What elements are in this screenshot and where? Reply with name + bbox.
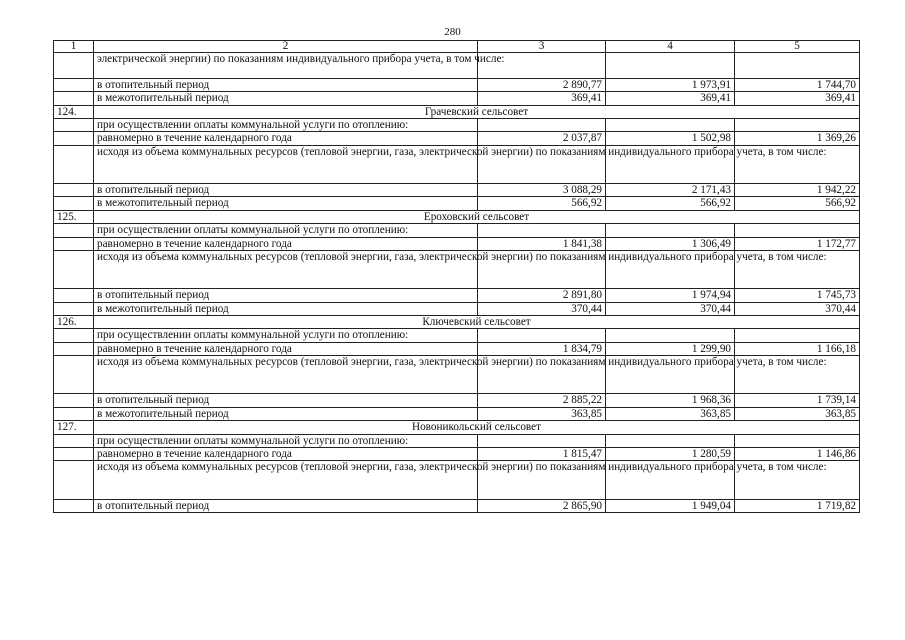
- row-index: [54, 329, 94, 342]
- row-label: исходя из объема коммунальных ресурсов (тепловой энергии, газа, электрической энергии) по показаниям индивидуального прибора учета, в том числе:: [94, 356, 478, 394]
- row-label: в межотопительный период: [94, 92, 478, 105]
- row-index: [54, 289, 94, 302]
- value-cell: 1 719,82: [735, 499, 860, 512]
- row-label: в межотопительный период: [94, 302, 478, 315]
- value-cell: [478, 119, 606, 132]
- value-cell: 1 146,86: [735, 448, 860, 461]
- value-cell: [478, 224, 606, 237]
- row-index: [54, 184, 94, 197]
- value-cell: [478, 329, 606, 342]
- value-cell: 363,85: [478, 407, 606, 420]
- region-name: Грачевский сельсовет: [94, 105, 860, 118]
- value-cell: 566,92: [735, 197, 860, 210]
- text-row: [54, 251, 860, 289]
- row-index: [54, 237, 94, 250]
- value-cell: 1 306,49: [606, 237, 735, 250]
- value-cell: 369,41: [478, 92, 606, 105]
- row-index: 127.: [54, 421, 94, 434]
- text-row: [54, 119, 860, 132]
- value-cell: 363,85: [606, 407, 735, 420]
- row-index: [54, 224, 94, 237]
- header-cell: 4: [606, 41, 735, 53]
- value-cell: 1 841,38: [478, 237, 606, 250]
- row-index: [54, 434, 94, 447]
- row-label: исходя из объема коммунальных ресурсов (тепловой энергии, газа, электрической энергии) по показаниям индивидуального прибора учета, в том числе:: [94, 145, 478, 183]
- value-cell: [606, 119, 735, 132]
- row-label: электрической энергии) по показаниям индивидуального прибора учета, в том числе:: [94, 53, 478, 79]
- row-label: равномерно в течение календарного года: [94, 132, 478, 145]
- row-label: в отопительный период: [94, 394, 478, 407]
- value-cell: 2 891,80: [478, 289, 606, 302]
- value-cell: 1 815,47: [478, 448, 606, 461]
- row-index: 125.: [54, 210, 94, 223]
- table-header-row: [54, 41, 860, 53]
- value-cell: 1 172,77: [735, 237, 860, 250]
- text-row: [54, 53, 860, 79]
- value-cell: [606, 434, 735, 447]
- value-cell: 370,44: [735, 302, 860, 315]
- value-cell: [606, 53, 735, 79]
- row-index: [54, 302, 94, 315]
- value-cell: 363,85: [735, 407, 860, 420]
- value-cell: 1 166,18: [735, 342, 860, 355]
- table-row: [54, 289, 860, 302]
- value-cell: [606, 224, 735, 237]
- row-index: [54, 78, 94, 91]
- table-row: [54, 302, 860, 315]
- text-row: [54, 224, 860, 237]
- value-cell: 1 369,26: [735, 132, 860, 145]
- value-cell: 1 968,36: [606, 394, 735, 407]
- row-label: в отопительный период: [94, 78, 478, 91]
- tariff-table: [53, 40, 860, 513]
- row-label: равномерно в течение календарного года: [94, 237, 478, 250]
- table-row: [54, 342, 860, 355]
- row-label: в отопительный период: [94, 289, 478, 302]
- table-row: [54, 499, 860, 512]
- value-cell: [478, 434, 606, 447]
- value-cell: 1 739,14: [735, 394, 860, 407]
- value-cell: 1 299,90: [606, 342, 735, 355]
- row-index: [54, 145, 94, 183]
- value-cell: 369,41: [735, 92, 860, 105]
- value-cell: [606, 329, 735, 342]
- value-cell: 1 745,73: [735, 289, 860, 302]
- value-cell: 2 890,77: [478, 78, 606, 91]
- page-number: 280: [444, 26, 461, 38]
- row-index: [54, 119, 94, 132]
- row-label: в отопительный период: [94, 499, 478, 512]
- row-index: 126.: [54, 316, 94, 329]
- row-label: при осуществлении оплаты коммунальной услуги по отоплению:: [94, 434, 478, 447]
- row-index: [54, 92, 94, 105]
- row-label: в межотопительный период: [94, 197, 478, 210]
- value-cell: 370,44: [606, 302, 735, 315]
- value-cell: 1 974,94: [606, 289, 735, 302]
- region-row: [54, 316, 860, 329]
- value-cell: [735, 53, 860, 79]
- text-row: [54, 434, 860, 447]
- table-row: [54, 78, 860, 91]
- row-index: [54, 197, 94, 210]
- row-index: [54, 342, 94, 355]
- header-cell: 1: [54, 41, 94, 53]
- table-row: [54, 92, 860, 105]
- row-index: [54, 448, 94, 461]
- value-cell: 2 037,87: [478, 132, 606, 145]
- row-index: [54, 394, 94, 407]
- row-index: [54, 461, 94, 499]
- row-index: 124.: [54, 105, 94, 118]
- value-cell: [735, 329, 860, 342]
- region-name: Ероховский сельсовет: [94, 210, 860, 223]
- value-cell: 566,92: [478, 197, 606, 210]
- header-cell: 3: [478, 41, 606, 53]
- value-cell: 3 088,29: [478, 184, 606, 197]
- value-cell: 2 885,22: [478, 394, 606, 407]
- value-cell: 2 865,90: [478, 499, 606, 512]
- value-cell: 370,44: [478, 302, 606, 315]
- row-index: [54, 499, 94, 512]
- value-cell: [735, 224, 860, 237]
- value-cell: 2 171,43: [606, 184, 735, 197]
- row-label: равномерно в течение календарного года: [94, 448, 478, 461]
- value-cell: 1 973,91: [606, 78, 735, 91]
- row-label: в межотопительный период: [94, 407, 478, 420]
- table-row: [54, 237, 860, 250]
- region-row: [54, 210, 860, 223]
- value-cell: 1 744,70: [735, 78, 860, 91]
- text-row: [54, 145, 860, 183]
- row-label: при осуществлении оплаты коммунальной услуги по отоплению:: [94, 119, 478, 132]
- row-index: [54, 53, 94, 79]
- value-cell: 1 502,98: [606, 132, 735, 145]
- value-cell: 1 949,04: [606, 499, 735, 512]
- value-cell: 1 834,79: [478, 342, 606, 355]
- row-index: [54, 132, 94, 145]
- region-name: Новоникольский сельсовет: [94, 421, 860, 434]
- row-label: в отопительный период: [94, 184, 478, 197]
- header-cell: 5: [735, 41, 860, 53]
- text-row: [54, 461, 860, 499]
- table-row: [54, 184, 860, 197]
- text-row: [54, 329, 860, 342]
- row-label: исходя из объема коммунальных ресурсов (тепловой энергии, газа, электрической энергии) по показаниям индивидуального прибора учета, в том числе:: [94, 251, 478, 289]
- row-index: [54, 407, 94, 420]
- value-cell: [735, 434, 860, 447]
- region-name: Ключевский сельсовет: [94, 316, 860, 329]
- row-label: при осуществлении оплаты коммунальной услуги по отоплению:: [94, 329, 478, 342]
- row-label: при осуществлении оплаты коммунальной услуги по отоплению:: [94, 224, 478, 237]
- row-label: равномерно в течение календарного года: [94, 342, 478, 355]
- table-row: [54, 394, 860, 407]
- region-row: [54, 105, 860, 118]
- row-index: [54, 356, 94, 394]
- value-cell: 566,92: [606, 197, 735, 210]
- row-index: [54, 251, 94, 289]
- region-row: [54, 421, 860, 434]
- value-cell: 1 280,59: [606, 448, 735, 461]
- table-row: [54, 197, 860, 210]
- text-row: [54, 356, 860, 394]
- value-cell: 1 942,22: [735, 184, 860, 197]
- row-label: исходя из объема коммунальных ресурсов (тепловой энергии, газа, электрической энергии) по показаниям индивидуального прибора учета, в том числе:: [94, 461, 478, 499]
- table-row: [54, 448, 860, 461]
- header-cell: 2: [94, 41, 478, 53]
- value-cell: 369,41: [606, 92, 735, 105]
- value-cell: [735, 119, 860, 132]
- table-row: [54, 132, 860, 145]
- table-row: [54, 407, 860, 420]
